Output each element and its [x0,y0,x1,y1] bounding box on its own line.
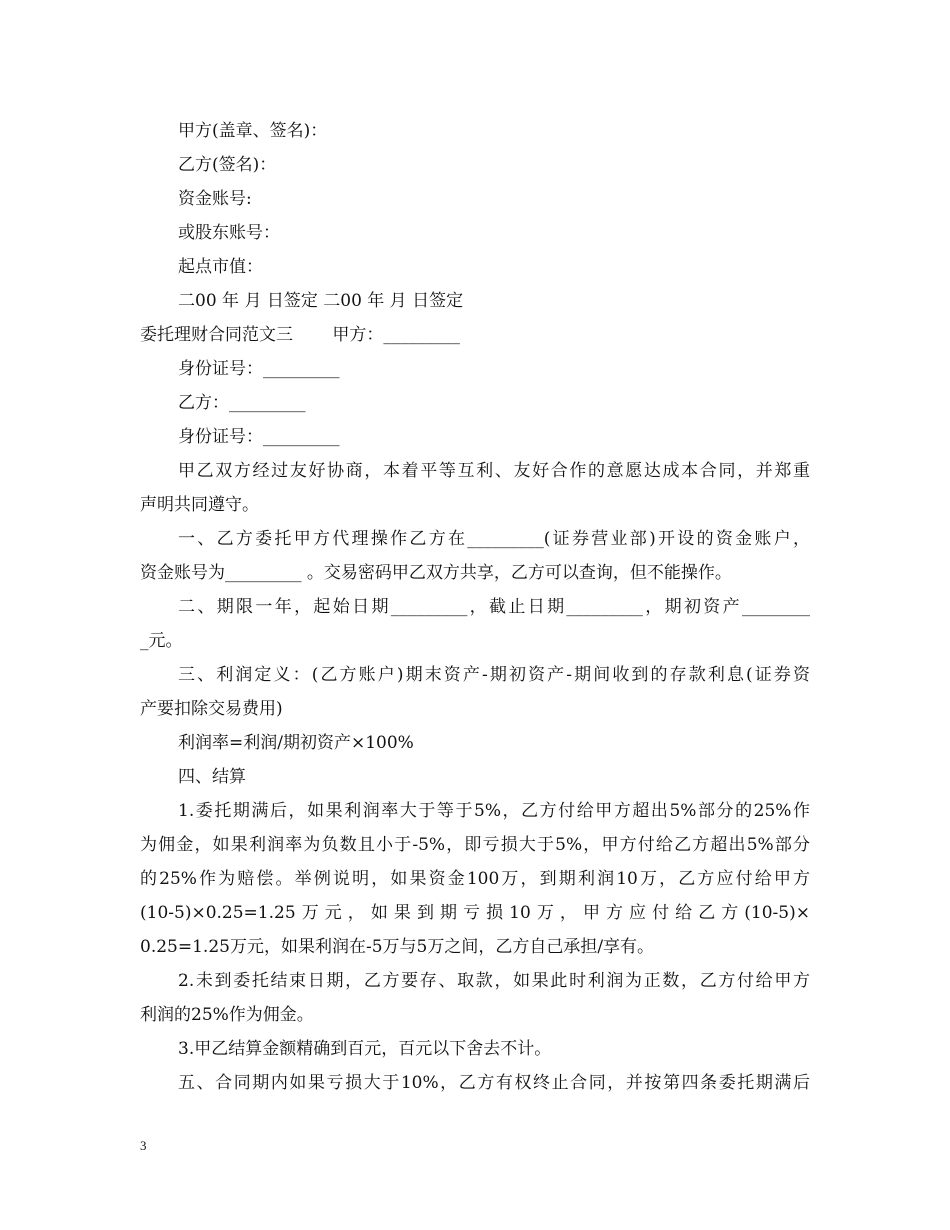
paragraph-line: 0.25=1.25万元，如果利润在-5万与5万之间，乙方自己承担/享有。 [140,937,655,957]
paragraph-line: 资金账号为_________ 。交易密码甲乙双方共享，乙方可以查询，但不能操作。 [140,563,732,583]
formula-line: 利润率=利润/期初资产×100% [178,733,414,753]
party-b-line: 乙方：_________ [178,393,306,413]
paragraph-line: (10-5)×0.25=1.25万元，如果到期亏损10万，甲方应付给乙方(10-5)× [140,903,810,923]
section-heading: 四、结算 [178,767,246,787]
paragraph-line: 声明共同遵守。 [140,495,259,515]
party-a-id-line: 身份证号：_________ [178,359,340,379]
shareholder-account-line: 或股东账号： [178,223,280,243]
paragraph-line: 的25%作为赔偿。举例说明，如果资金100万，到期利润10万，乙方应付给甲方 [140,869,810,889]
paragraph-line: 甲乙双方经过友好协商，本着平等互利、友好合作的意愿达成本合同，并郑重 [178,461,810,481]
paragraph-line: 五、合同期内如果亏损大于10%，乙方有权终止合同，并按第四条委托期满后 [178,1073,810,1093]
paragraph-line: 2.未到委托结束日期，乙方要存、取款，如果此时利润为正数，乙方付给甲方 [178,971,810,991]
paragraph-line: 二、期限一年，起始日期_________，截止日期_________，期初资产________ [178,597,810,617]
party-b-id-line: 身份证号：_________ [178,427,340,447]
party-a-signature-line: 甲方(盖章、签名)： [178,121,328,141]
section-title-line: 委托理财合同范文三 甲方：_________ [140,325,460,345]
fund-account-line: 资金账号: [178,189,252,209]
paragraph-line: 利润的25%作为佣金。 [140,1005,314,1025]
paragraph-line: 三、利润定义：(乙方账户)期末资产-期初资产-期间收到的存款利息(证券资 [178,665,810,685]
signing-date-line: 二00 年 月 日签定 二00 年 月 日签定 [178,291,464,311]
paragraph-line: 1.委托期满后，如果利润率大于等于5%，乙方付给甲方超出5%部分的25%作 [178,801,810,821]
paragraph-line: 3.甲乙结算金额精确到百元，百元以下舍去不计。 [178,1039,552,1059]
starting-value-line: 起点市值： [178,257,263,277]
paragraph-line: 一、乙方委托甲方代理操作乙方在_________(证券营业部)开设的资金账户， [178,529,810,549]
paragraph-line: 为佣金，如果利润率为负数且小于-5%，即亏损大于5%，甲方付给乙方超出5%部分 [140,835,810,855]
party-b-signature-line: 乙方(签名)： [178,155,277,175]
page-number: 3 [140,1138,147,1153]
paragraph-line: _元。 [140,631,183,651]
paragraph-line: 产要扣除交易费用) [140,699,283,719]
